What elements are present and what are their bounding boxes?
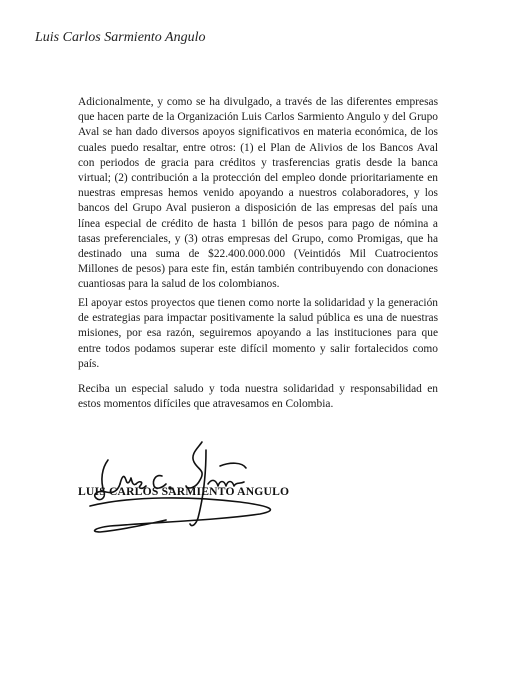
paragraph-closing: Reciba un especial saludo y toda nuestra solidaridad y responsabilidad en estos momentos difíciles que atravesamos en Colombia. bbox=[78, 383, 438, 411]
signer-name: LUIS CARLOS SARMIENTO ANGULO bbox=[78, 485, 290, 498]
letterhead-name: Luis Carlos Sarmiento Angulo bbox=[35, 30, 206, 45]
paragraph-support-measures: Adicionalmente, y como se ha divulgado, a través de las diferentes empresas que hacen parte de la Organización Luis Carlos Sarmiento Angulo y del Grupo Aval se han dado diversos apoyos significativos en materia económica, de los cuales puedo resaltar, entre otros: (1) el Plan de Alivios de los Bancos Aval con periodos de gracia para créditos y trasferencias gratis desde la banca virtual; (2) contribución a la protección del empleo donde prioritariamente en nuestras empresas hemos venido apoyando a nuestros colaboradores, y los bancos del Grupo Aval pusieron a disposición de las empresas del país una línea especial de crédito de hasta 1 billón de pesos para pago de nómina a tasas preferenciales, y (3) otras empresas del Grupo, como Promigas, que ha destinado una suma de $22.400.000.000 (Veintidós Mil Cuatrocientos Millones de pesos) para este fin, están también contribuyendo con donaciones cuantiosas para la salud de los colombianos. bbox=[78, 96, 438, 291]
paragraph-solidarity: El apoyar estos proyectos que tienen como norte la solidaridad y la generación de estrategias para impactar positivamente la salud pública es una de nuestras misiones, por esa razón, seguiremos apoyando a las instituciones para que entre todos podamos superar este difícil momento y salir fortalecidos como país. bbox=[78, 297, 438, 370]
